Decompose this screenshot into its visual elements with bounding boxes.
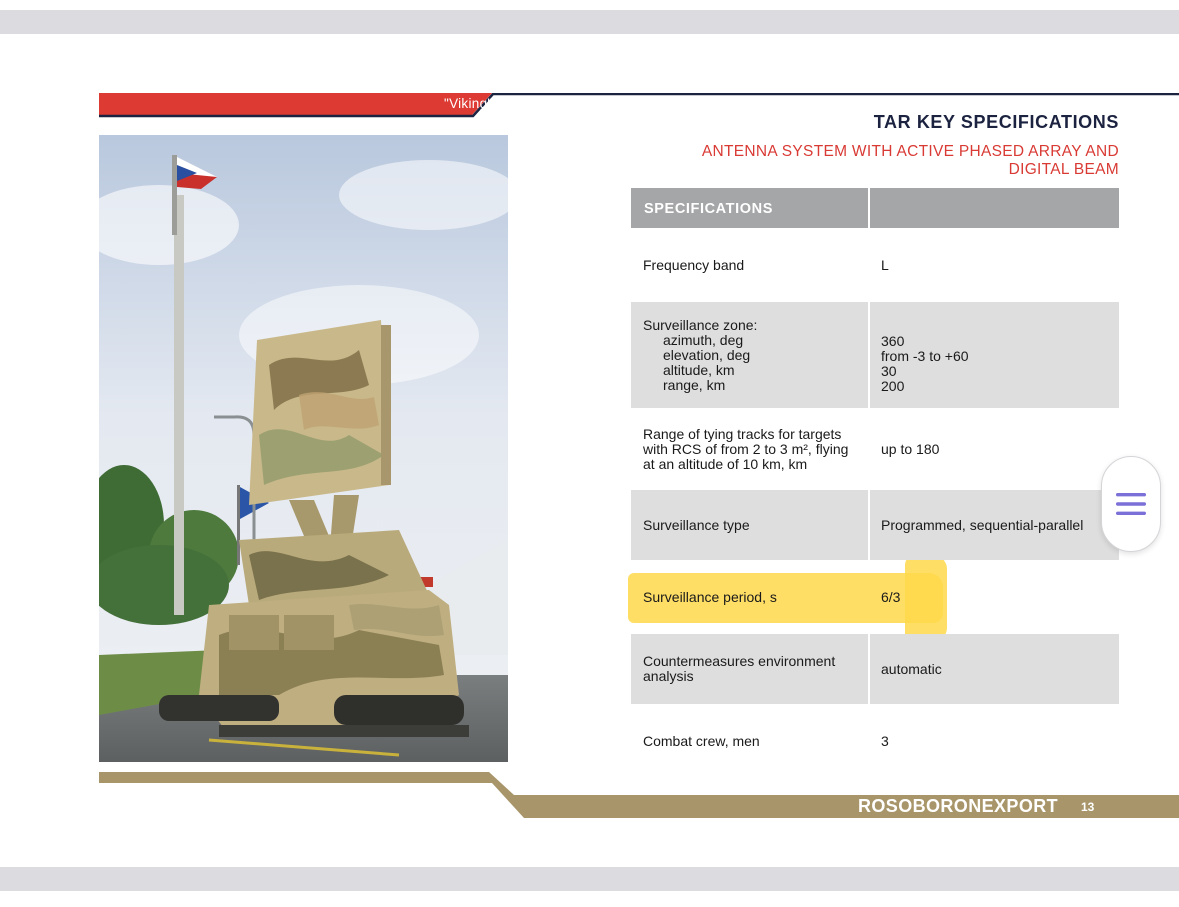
table-row <box>631 230 1119 300</box>
row-value: automatic <box>870 634 1119 704</box>
specifications-table <box>631 188 1119 776</box>
row-value: Programmed, sequential-parallel <box>870 490 1119 560</box>
vehicle-photo <box>99 135 508 762</box>
table-row <box>631 490 1119 560</box>
table-row <box>631 706 1119 776</box>
row-value: 3 <box>881 732 889 749</box>
row-label-line: range, km <box>663 376 726 393</box>
table-row <box>631 562 1119 632</box>
row-label: Frequency band <box>643 256 745 273</box>
table-header-label: SPECIFICATIONS <box>631 188 868 228</box>
row-value: up to 180 <box>881 440 940 457</box>
table-header-value <box>870 188 1119 228</box>
table-row <box>631 302 1119 408</box>
row-label: Countermeasures environment analysis <box>631 634 868 704</box>
table-row <box>631 634 1119 704</box>
table-header <box>631 188 1119 228</box>
row-value: L <box>881 256 889 273</box>
row-label-line: elevation, deg <box>663 346 751 363</box>
row-label-line: azimuth, deg <box>663 331 744 348</box>
row-value-line: 360 <box>881 333 905 349</box>
row-label-line: Surveillance zone: <box>643 316 758 333</box>
menu-button[interactable] <box>1101 456 1161 552</box>
spec-title: TAR KEY SPECIFICATIONS <box>873 112 1119 132</box>
hamburger-menu-icon <box>1115 491 1147 517</box>
row-label: Surveillance period, s <box>643 588 777 605</box>
viewer-bottom-bar <box>0 867 1179 891</box>
row-label: Combat crew, men <box>643 732 760 749</box>
row-value: 6/3 <box>881 588 901 605</box>
row-value-line: 200 <box>881 378 905 394</box>
viewer-top-bar <box>0 10 1179 34</box>
page-number: 13 <box>1081 800 1095 814</box>
spec-subtitle: ANTENNA SYSTEM WITH ACTIVE PHASED ARRAY AND DIGITAL BEAM <box>701 143 1119 178</box>
row-label-line: altitude, km <box>663 361 735 378</box>
footer-brand: ROSOBORONEXPORT <box>858 796 1059 816</box>
row-label: Surveillance type <box>631 490 868 560</box>
row-value <box>870 302 1119 408</box>
row-label <box>631 302 868 408</box>
row-value-line: from -3 to +60 <box>881 348 969 364</box>
table-row <box>631 410 1119 488</box>
row-label: Range of tying tracks for targets with RCS of from 2 to 3 m², flying at an altitude of 10 km, km <box>643 425 849 472</box>
row-value-line: 30 <box>881 363 897 379</box>
header-tag: "Viking" ADMS <box>443 96 537 111</box>
